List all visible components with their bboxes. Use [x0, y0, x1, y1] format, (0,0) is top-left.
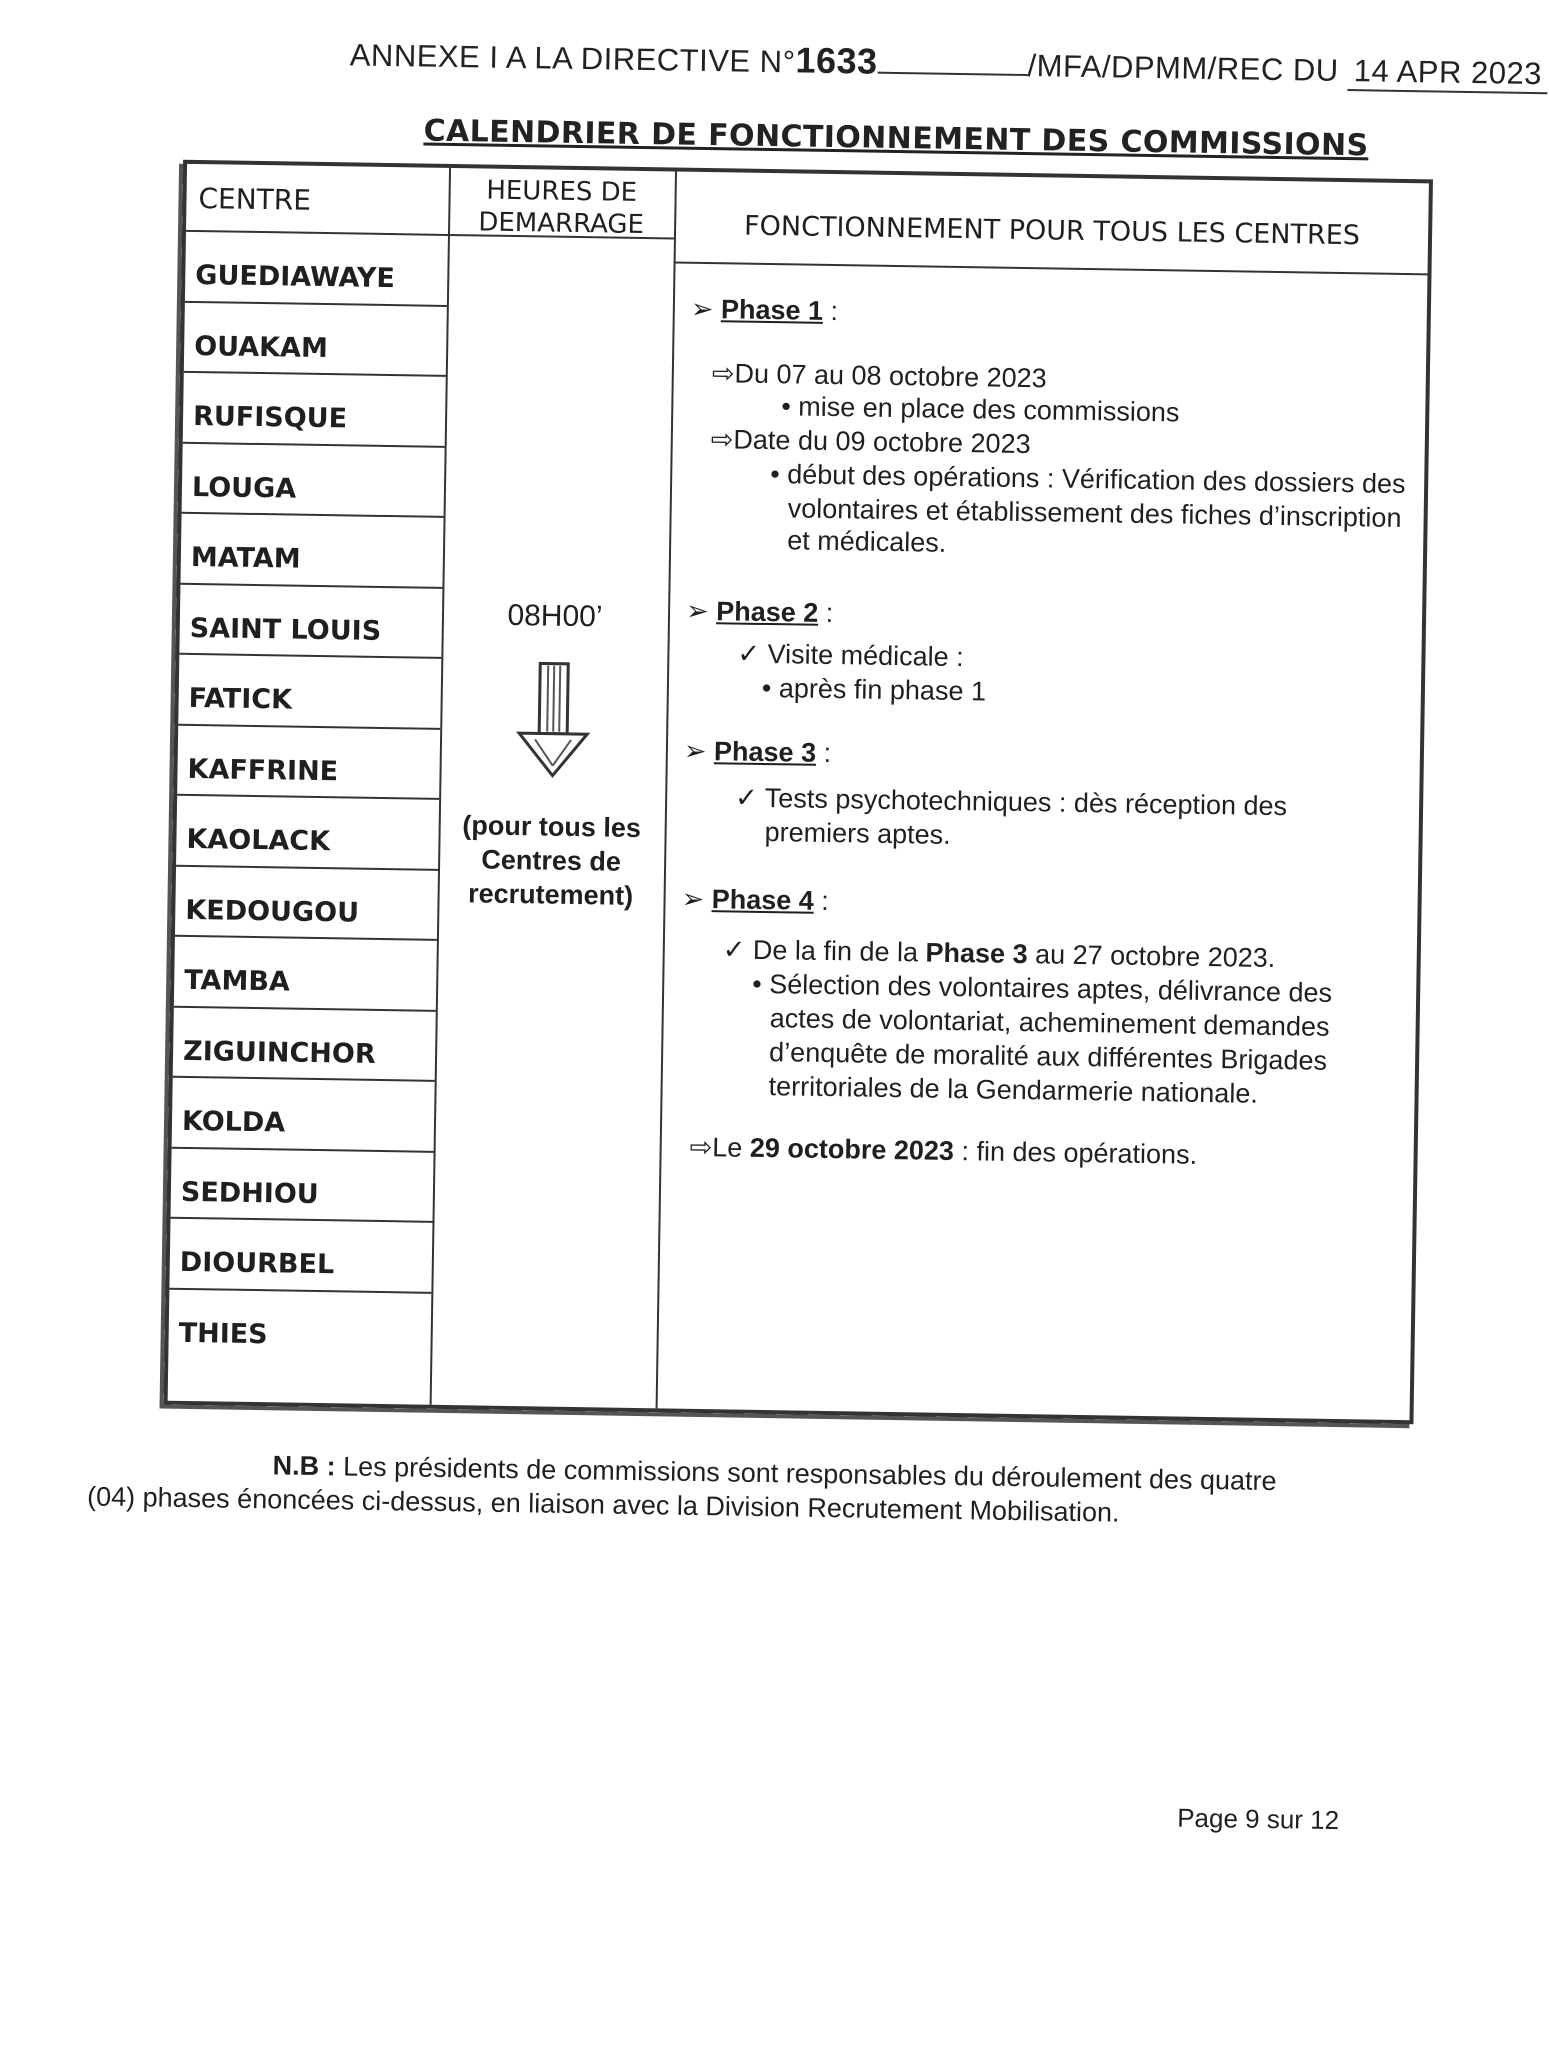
- centre-row: GUEDIAWAYE: [185, 232, 448, 307]
- heures-header: HEURES DE DEMARRAGE: [448, 168, 675, 240]
- bullet-arrow-icon: ➢: [690, 293, 714, 325]
- phase-1-item-2: ⇨Date du 09 octobre 2023: [710, 424, 1031, 460]
- centre-row: SAINT LOUIS: [179, 584, 442, 659]
- centre-row: FATICK: [178, 655, 441, 730]
- centre-header: CENTRE: [186, 164, 449, 236]
- header-date: 14 APR 2023: [1347, 53, 1548, 94]
- page-title: CALENDRIER DE FONCTIONNEMENT DES COMMISSIONS: [423, 113, 1369, 164]
- calendar-table: [164, 160, 1433, 1424]
- phase-4-item-1-sub-line3: d’enquête de moralité aux différentes Brigades: [768, 1037, 1328, 1076]
- directive-number-line: [877, 72, 1027, 76]
- centre-row: RUFISQUE: [183, 373, 446, 448]
- phase-4-item-1-sub-line2: actes de volontariat, acheminement demandes: [769, 1003, 1330, 1042]
- phase-4-heading: ➢ Phase 4 :: [681, 883, 830, 917]
- phase-1-label: Phase 1: [720, 294, 824, 326]
- right-arrow-icon: ⇨: [711, 358, 735, 389]
- centre-row: SEDHIOU: [170, 1148, 433, 1223]
- phase-3-heading: ➢ Phase 3 :: [683, 735, 832, 769]
- right-arrow-icon: ⇨: [710, 424, 734, 455]
- nota-bene: [87, 1445, 1378, 1533]
- phase-2-item-1: ✓ Visite médicale :: [737, 638, 964, 673]
- centre-row: MATAM: [180, 514, 443, 589]
- phase-4-item-1-sub-line4: territoriales de la Gendarmerie nationale.: [768, 1071, 1259, 1109]
- bullet-arrow-icon: ➢: [681, 883, 705, 915]
- bullet-arrow-icon: ➢: [683, 735, 707, 767]
- phase-3-label: Phase 3: [713, 736, 817, 768]
- check-icon: ✓: [737, 638, 761, 669]
- phase-1-item-2-sub-line3: et médicales.: [786, 525, 947, 558]
- centre-row: KAFFRINE: [177, 725, 440, 800]
- centre-row: KEDOUGOU: [175, 866, 438, 941]
- centre-row: LOUGA: [182, 443, 445, 518]
- phase-1-heading: ➢ Phase 1 :: [690, 293, 839, 327]
- fonctionnement-cell: [656, 263, 1428, 1420]
- phase-1-item-1-sub: • mise en place des commissions: [781, 391, 1180, 428]
- all-centres-note: (pour tous les Centres de recrutement): [462, 810, 642, 911]
- phase-1-item-2-sub: • début des opérations : Vérification des dossiers des: [770, 459, 1406, 500]
- centre-row: KAOLACK: [176, 796, 439, 871]
- start-time: 08H00’: [507, 598, 603, 634]
- centre-row: DIOURBEL: [169, 1219, 432, 1294]
- check-icon: ✓: [734, 782, 759, 813]
- page-number: Page 9 sur 12: [1176, 1802, 1340, 1836]
- directive-header: [349, 32, 1548, 94]
- phase-4-item-1: ✓ De la fin de la Phase 3 au 27 octobre 2023.: [722, 934, 1276, 974]
- phase-3-item-1-line2: premiers aptes.: [764, 816, 951, 850]
- phase-1-item-2-sub-line2: volontaires et établissement des fiches d’inscription: [787, 493, 1402, 533]
- phase-2-label: Phase 2: [716, 596, 819, 628]
- centre-column: [168, 164, 451, 1405]
- phase-4-item-1-sub: • Sélection des volontaires aptes, délivrance des: [752, 968, 1333, 1008]
- centre-row: KOLDA: [172, 1078, 435, 1153]
- right-arrow-icon: ⇨: [689, 1131, 713, 1163]
- nota-bene-label: N.B :: [272, 1450, 336, 1482]
- nota-bene-line1: N.B : Les présidents de commissions sont responsables du déroulement des quatre: [272, 1450, 1277, 1497]
- directive-number: 1633: [795, 39, 878, 82]
- fonctionnement-header: FONCTIONNEMENT POUR TOUS LES CENTRES: [674, 172, 1429, 276]
- check-icon: ✓: [722, 934, 746, 965]
- centre-row: ZIGUINCHOR: [173, 1007, 436, 1082]
- end-of-operations: ⇨Le 29 octobre 2023 : fin des opérations.: [689, 1131, 1198, 1170]
- centre-row: OUAKAM: [184, 302, 447, 377]
- phase-1-item-1: ⇨Du 07 au 08 octobre 2023: [711, 358, 1047, 394]
- phase-2-item-1-sub: • après fin phase 1: [761, 672, 987, 707]
- phase-4-label: Phase 4: [711, 884, 815, 916]
- header-prefix: ANNEXE I A LA DIRECTIVE N°: [349, 37, 796, 80]
- centre-row: TAMBA: [174, 937, 437, 1012]
- nota-bene-line2: (04) phases énoncées ci-dessus, en liaison avec la Division Recrutement Mobilisation.: [86, 1481, 1120, 1528]
- header-ref: /MFA/DPMM/REC DU: [1027, 48, 1339, 88]
- bullet-arrow-icon: ➢: [685, 595, 709, 627]
- phase-3-item-1: ✓ Tests psychotechniques : dès réception des: [734, 782, 1288, 822]
- down-arrow-icon: [514, 659, 592, 780]
- centre-row: THIES: [178, 1317, 268, 1350]
- phase-2-heading: ➢ Phase 2 :: [685, 595, 834, 629]
- heures-column: [430, 168, 677, 1408]
